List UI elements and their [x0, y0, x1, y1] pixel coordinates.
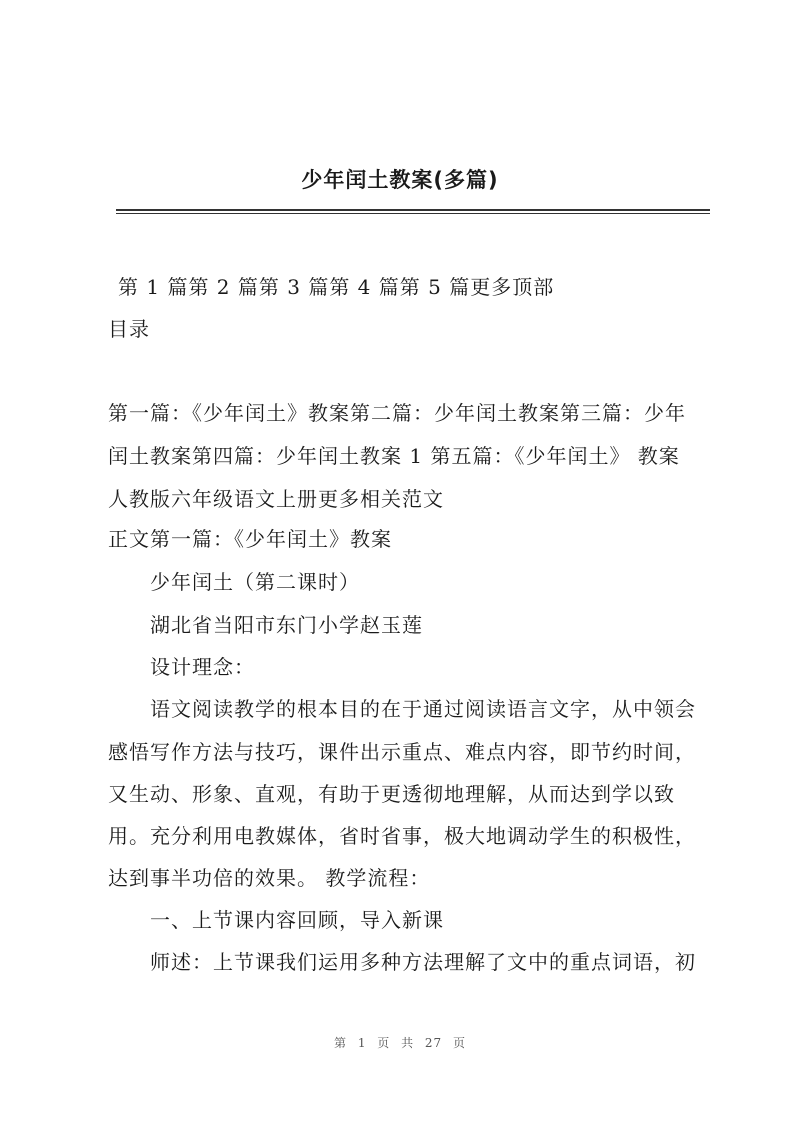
author-line: 湖北省当阳市东门小学赵玉莲	[150, 613, 423, 637]
paragraph-line-1: 语文阅读教学的根本目的在于通过阅读语言文字，从中领会	[150, 697, 696, 721]
title-rule-thin	[116, 213, 710, 214]
title-rule-thick	[116, 209, 710, 211]
nav-line: 第 1 篇第 2 篇第 3 篇第 4 篇第 5 篇更多顶部	[118, 275, 555, 299]
toc-line-1: 第一篇：《少年闰土》教案第二篇：少年闰土教案第三篇：少年	[108, 401, 686, 425]
document-title: 少年闰土教案(多篇)	[301, 168, 499, 192]
page-footer: 第 1 页 共 27 页	[334, 1036, 466, 1050]
body-heading: 正文第一篇：《少年闰土》教案	[108, 527, 392, 551]
toc-label: 目录	[108, 317, 150, 341]
teacher-line: 师述：上节课我们运用多种方法理解了文中的重点词语，初	[150, 950, 696, 974]
step-one: 一、上节课内容回顾，导入新课	[150, 908, 444, 932]
paragraph-line-5: 达到事半功倍的效果。 教学流程：	[108, 866, 431, 890]
concept-label: 设计理念：	[150, 655, 255, 679]
toc-line-2: 闰土教案第四篇：少年闰土教案 1 第五篇：《少年闰土》 教案	[108, 444, 680, 468]
lesson-title: 少年闰土（第二课时）	[150, 570, 360, 594]
paragraph-line-2: 感悟写作方法与技巧，课件出示重点、难点内容，即节约时间，	[108, 740, 696, 764]
paragraph-line-3: 又生动、形象、直观，有助于更透彻地理解，从而达到学以致	[108, 782, 675, 806]
toc-line-3: 人教版六年级语文上册更多相关范文	[108, 487, 444, 511]
paragraph-line-4: 用。充分利用电教媒体，省时省事，极大地调动学生的积极性，	[108, 824, 696, 848]
